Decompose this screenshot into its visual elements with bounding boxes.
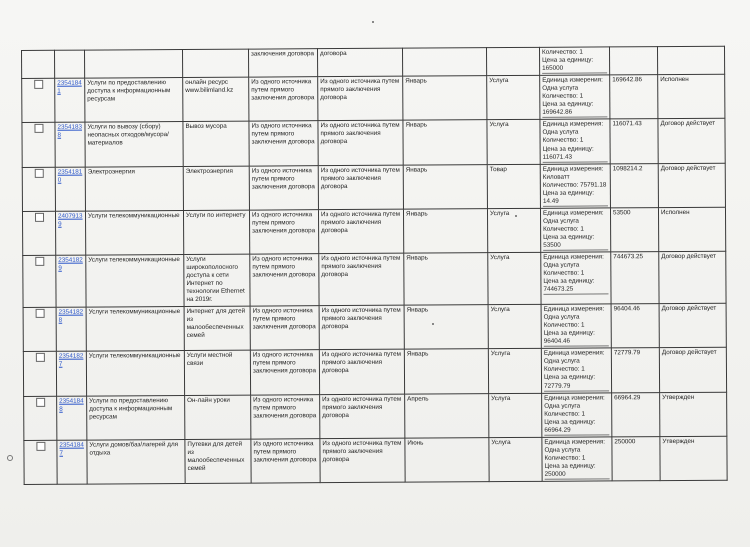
row-id-link[interactable]: 23541827 xyxy=(56,351,86,395)
amount-cell: 116071.43 xyxy=(610,119,658,164)
unit-detail-line: Цена за единицу: 165000 xyxy=(542,56,607,73)
amount-cell xyxy=(609,47,657,75)
amount-cell: 744673.25 xyxy=(611,252,659,304)
status-cell: Договор действует xyxy=(659,303,726,348)
row-id-link[interactable]: 23541829 xyxy=(56,255,86,307)
month-cell: Январь xyxy=(404,253,488,306)
item-description-cell: Интернет для детей из малообеспеченных семей xyxy=(184,306,250,351)
item-name-cell xyxy=(85,50,183,79)
unit-detail-line: Единица измерения: Одна услуга xyxy=(544,438,606,454)
unit-detail-line: Количество: 1 xyxy=(543,225,584,233)
unit-detail-line: Цена за единицу: 250000 xyxy=(545,462,610,479)
item-description-cell xyxy=(183,49,249,78)
unit-detail-line: Цена за единицу: 744673.25 xyxy=(543,278,608,295)
month-cell: Январь xyxy=(403,164,487,209)
table-row xyxy=(23,251,726,307)
unit-detail-line: Единица измерения: Одна услуга xyxy=(544,393,605,410)
item-type-cell: Услуга xyxy=(489,437,542,482)
table-row xyxy=(22,46,725,78)
table-row xyxy=(24,392,727,441)
unit-detail-line: Единица измерения: Одна услуга xyxy=(542,76,603,93)
table-row xyxy=(24,436,727,485)
unit-details-cell xyxy=(540,75,610,120)
table-row xyxy=(23,348,726,397)
item-name-cell: Электроэнергия xyxy=(85,166,183,211)
unit-detail-line: Единица измерения: Одна услуга xyxy=(543,305,605,321)
procurement-method-detail-cell: Из одного источника путем прямого заключения договора xyxy=(318,76,403,121)
procurement-method-detail-cell: Из одного источника путем прямого заключения договора xyxy=(319,305,404,350)
unit-details-cell xyxy=(541,348,611,393)
row-id-link[interactable]: 23541847 xyxy=(57,440,87,484)
unit-details-cell xyxy=(540,164,610,209)
row-id-link[interactable]: 24079139 xyxy=(55,211,85,255)
unit-details-cell xyxy=(541,252,611,304)
item-type-cell: Услуга xyxy=(487,208,540,253)
month-cell: Январь xyxy=(404,349,488,394)
unit-detail-line: Количество: 75791.18 xyxy=(542,181,607,189)
checkbox[interactable] xyxy=(35,309,44,318)
unit-details-cell xyxy=(540,119,610,164)
procurement-method-cell: Из одного источника путем прямого заключения договора xyxy=(249,210,318,255)
hole-punch-mark xyxy=(7,455,13,461)
table-row xyxy=(23,303,726,352)
row-id-link[interactable]: 23541848 xyxy=(57,396,87,440)
checkbox[interactable] xyxy=(34,213,43,222)
item-description-cell: онлайн ресурс www.bilimland.kz xyxy=(183,77,249,122)
procurement-method-detail-cell: Из одного источника путем прямого заключения договора xyxy=(318,209,403,254)
unit-detail-line: Единица измерения: Одна услуга xyxy=(543,253,604,269)
checkbox[interactable] xyxy=(36,442,45,451)
procurement-method-cell: Из одного источника путем прямого заключения договора xyxy=(250,254,319,306)
month-cell: Январь xyxy=(403,208,487,253)
checkbox[interactable] xyxy=(34,168,43,177)
procurement-method-cell: заключения договора xyxy=(248,49,317,78)
table-row xyxy=(22,119,725,168)
status-cell: Утвержден xyxy=(660,436,727,481)
unit-detail-line: Цена за единицу: 14.49 xyxy=(543,189,608,206)
month-cell: Апрель xyxy=(405,393,489,438)
unit-details-cell xyxy=(542,437,612,482)
checkbox[interactable] xyxy=(36,397,45,406)
procurement-method-detail-cell: договора xyxy=(317,48,402,77)
status-cell: Договор действует xyxy=(659,251,726,303)
unit-detail-line: Количество: 1 xyxy=(542,92,584,101)
select-checkbox[interactable] xyxy=(22,211,55,255)
row-id-link[interactable]: 23541810 xyxy=(55,167,85,211)
item-description-cell: Он-лайн уроки xyxy=(185,395,251,440)
unit-detail-line: Количество: 1 xyxy=(542,137,584,145)
unit-detail-line: Цена за единицу: 116071.43 xyxy=(543,145,608,162)
unit-detail-line: Количество: 1 xyxy=(544,454,586,462)
procurement-method-cell: Из одного источника путем прямого заключения договора xyxy=(250,306,319,351)
unit-detail-line: Цена за единицу: 66964.29 xyxy=(544,418,609,435)
procurement-method-cell: Из одного источника путем прямого заключения договора xyxy=(249,77,318,122)
row-id-link[interactable]: 23541838 xyxy=(55,122,85,166)
unit-detail-line: Количество: 1 xyxy=(543,365,585,374)
unit-detail-line: Цена за единицу: 53500 xyxy=(543,233,608,250)
procurement-method-cell: Из одного источника путем прямого заключения договора xyxy=(251,438,320,483)
item-name-cell: Услуги домов/баз/лагерей для отдыха xyxy=(87,439,185,484)
table-row xyxy=(22,74,725,123)
item-name-cell: Услуги телекоммуникационные xyxy=(85,210,183,255)
unit-detail-line: Количество: 1 xyxy=(542,48,583,56)
status-cell: Исполнен xyxy=(658,207,725,252)
status-cell: Договор действует xyxy=(659,348,726,393)
item-type-cell: Услуга xyxy=(489,393,542,438)
month-cell xyxy=(402,48,486,77)
unit-detail-line: Цена за единицу: 169642.86 xyxy=(542,101,607,118)
unit-detail-line: Единица измерения: Одна услуга xyxy=(543,349,605,366)
unit-details-cell xyxy=(540,208,610,253)
select-checkbox[interactable] xyxy=(23,307,56,351)
table-row xyxy=(22,163,725,212)
item-name-cell: Услуги телекоммуникационные xyxy=(86,307,184,352)
procurement-method-detail-cell: Из одного источника путем прямого заключения договора xyxy=(320,394,405,439)
procurement-method-cell: Из одного источника путем прямого заключения договора xyxy=(249,121,318,166)
month-cell: Январь xyxy=(403,76,487,121)
item-name-cell: Услуги по предоставлению доступа к информационным ресурсам xyxy=(85,78,183,123)
item-type-cell: Услуга xyxy=(487,120,540,165)
scan-speck xyxy=(432,323,434,325)
procurement-plan-table xyxy=(21,46,728,485)
status-cell: Договор действует xyxy=(658,119,725,164)
item-type-cell: Услуга xyxy=(488,349,541,394)
unit-detail-line: Цена за единицу: 96404.46 xyxy=(544,330,609,347)
amount-cell: 250000 xyxy=(612,436,660,481)
item-description-cell: Вывоз мусора xyxy=(183,121,249,166)
select-checkbox[interactable] xyxy=(22,167,55,211)
item-type-cell: Услуга xyxy=(488,304,541,349)
item-description-cell: Электроэнергия xyxy=(183,166,249,211)
month-cell: Январь xyxy=(403,120,487,165)
scan-speck xyxy=(372,21,374,23)
procurement-method-cell: Из одного источника путем прямого заключения договора xyxy=(251,394,320,439)
unit-details-cell xyxy=(542,392,612,437)
select-checkbox[interactable] xyxy=(23,255,56,307)
status-cell: Утвержден xyxy=(660,392,727,437)
unit-details-cell xyxy=(539,47,609,76)
item-type-cell: Услуга xyxy=(487,75,540,120)
item-name-cell: Услуги по предоставлению доступа к информационным ресурсам xyxy=(87,395,185,440)
unit-detail-line: Количество: 1 xyxy=(543,269,585,277)
procurement-method-detail-cell: Из одного источника путем прямого заключения договора xyxy=(318,165,403,210)
row-id-link[interactable]: 23541841 xyxy=(55,78,85,122)
procurement-method-detail-cell: Из одного источника путем прямого заключения договора xyxy=(318,121,403,166)
amount-cell: 1098214.2 xyxy=(610,163,658,208)
unit-detail-line: Единица измерения: Киловатт xyxy=(542,165,604,181)
unit-detail-line: Количество: 1 xyxy=(544,410,586,418)
checkbox[interactable] xyxy=(34,80,43,89)
checkbox[interactable] xyxy=(34,124,43,133)
amount-cell: 96404.46 xyxy=(611,304,659,349)
procurement-method-cell: Из одного источника путем прямого заключения договора xyxy=(249,165,318,210)
row-id-link[interactable]: 23541828 xyxy=(56,307,86,351)
item-description-cell: Услуги по интернету xyxy=(183,210,249,255)
unit-detail-line: Единица измерения: Одна услуга xyxy=(542,120,604,137)
checkbox[interactable] xyxy=(35,353,44,362)
procurement-method-detail-cell: Из одного источника путем прямого заключения договора xyxy=(319,253,404,306)
table-row xyxy=(22,207,725,256)
scan-speck xyxy=(515,215,517,217)
select-checkbox[interactable] xyxy=(23,352,56,396)
amount-cell: 53500 xyxy=(610,207,658,252)
unit-detail-line: Единица измерения: Одна услуга xyxy=(542,209,604,225)
select-checkbox[interactable] xyxy=(22,78,55,122)
month-cell: Январь xyxy=(404,305,488,350)
month-cell: Июнь xyxy=(405,437,489,482)
checkbox[interactable] xyxy=(35,257,44,266)
item-description-cell: Путевки для детей из малообеспеченных семей xyxy=(185,439,251,484)
unit-detail-line: Цена за единицу: 72779.79 xyxy=(544,374,609,391)
item-type-cell: Товар xyxy=(487,164,540,209)
item-description-cell: Услуги местной связи xyxy=(184,350,250,395)
procurement-method-detail-cell: Из одного источника путем прямого заключения договора xyxy=(319,349,404,394)
item-description-cell: Услуги широкополосного доступа к сети Интернет по технологии Ethernet на 2019г. xyxy=(184,254,250,306)
unit-details-cell xyxy=(541,304,611,349)
item-type-cell xyxy=(486,47,539,75)
unit-detail-line: Количество: 1 xyxy=(543,321,585,329)
item-name-cell: Услуги телекоммуникационные xyxy=(86,255,184,308)
procurement-method-detail-cell: Из одного источника путем прямого заключения договора xyxy=(320,438,405,483)
status-cell xyxy=(657,46,724,75)
amount-cell: 169642.86 xyxy=(610,75,658,120)
item-type-cell: Услуга xyxy=(488,252,541,304)
select-checkbox[interactable] xyxy=(24,440,57,484)
status-cell: Исполнен xyxy=(658,74,725,119)
select-checkbox[interactable] xyxy=(22,50,55,78)
select-checkbox[interactable] xyxy=(24,396,57,440)
status-cell: Договор действует xyxy=(658,163,725,208)
amount-cell: 66964.29 xyxy=(612,392,660,437)
row-id-link xyxy=(55,50,85,78)
procurement-method-cell: Из одного источника путем прямого заключения договора xyxy=(250,350,319,395)
item-name-cell: Услуги по вывозу (сбору) неопасных отходов/мусора/материалов xyxy=(85,122,183,167)
item-name-cell: Услуги телекоммуникационные xyxy=(86,351,184,396)
amount-cell: 72779.79 xyxy=(611,348,659,393)
select-checkbox[interactable] xyxy=(22,123,55,167)
